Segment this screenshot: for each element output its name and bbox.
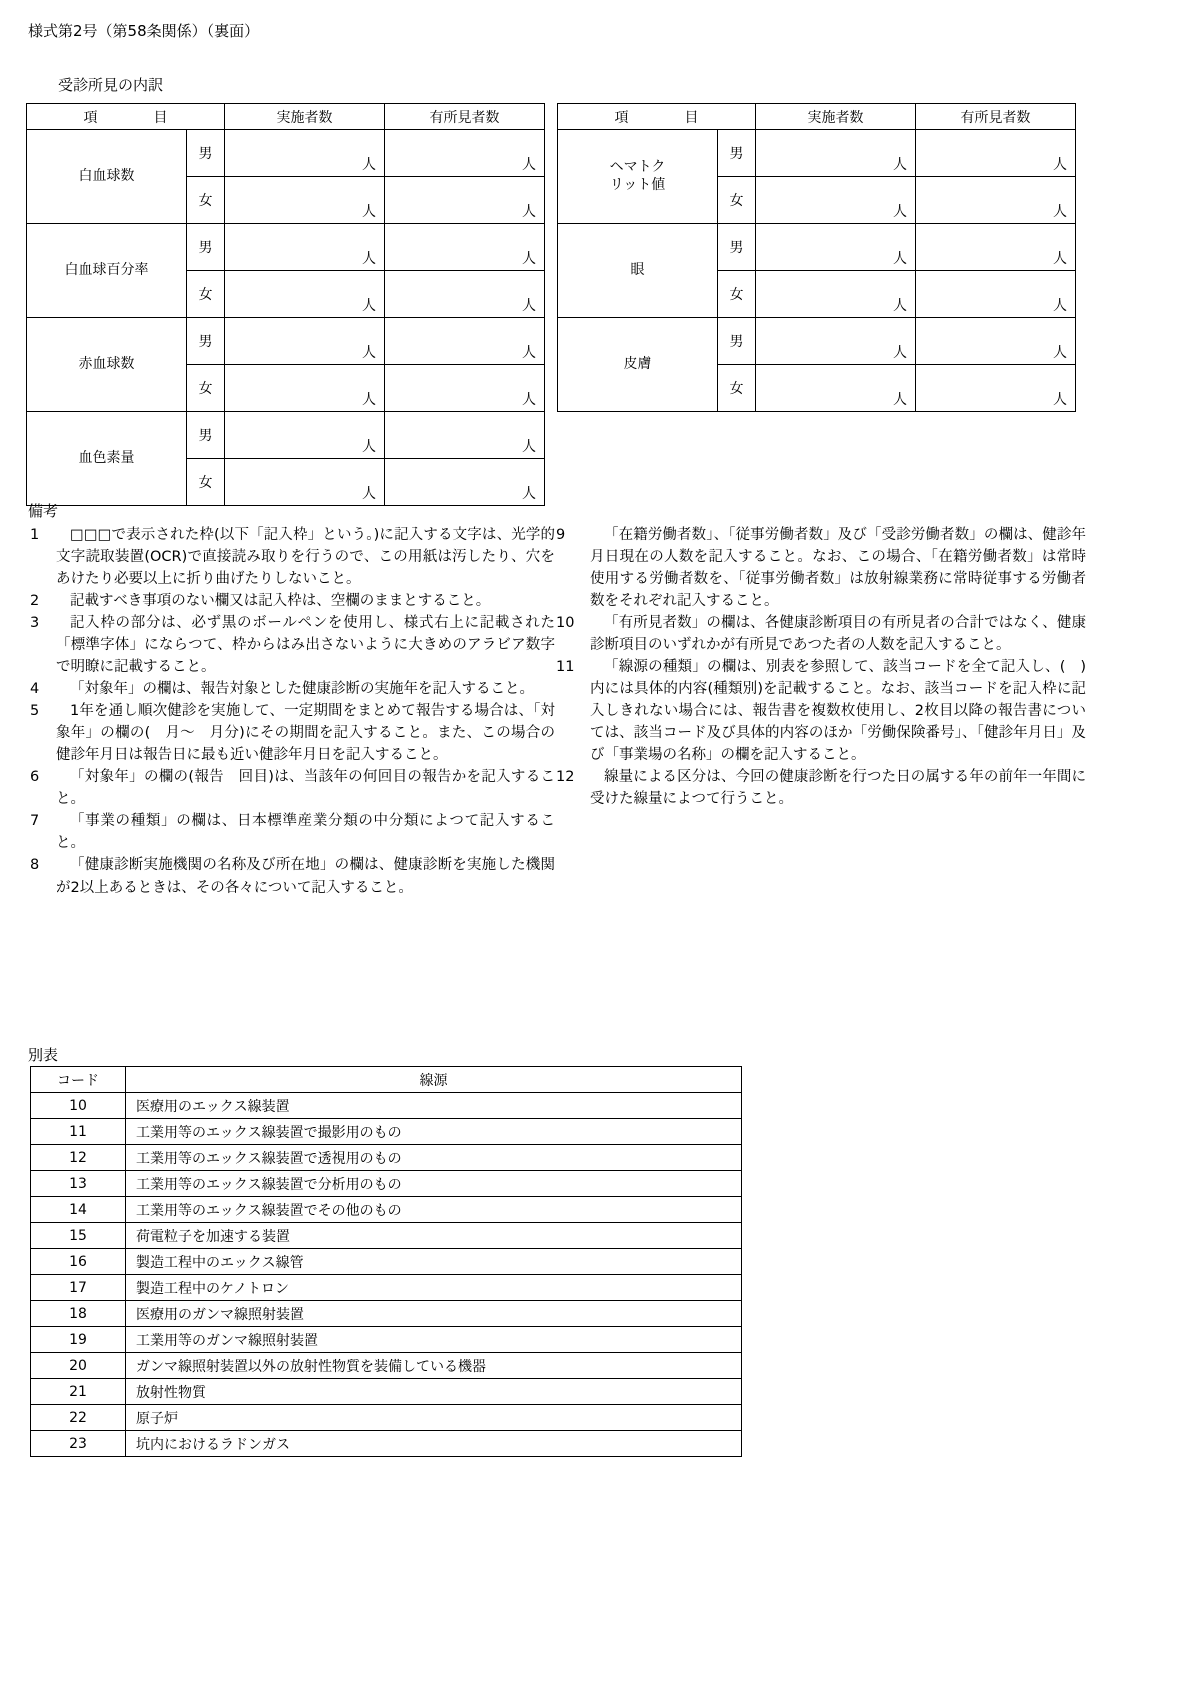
table-row: [31, 1171, 742, 1197]
remark-note: [556, 656, 1086, 766]
findings-abnormal-input-cell[interactable]: [385, 224, 545, 271]
remark-note-text: 線量による区分は、今回の健康診断を行つた日の属する年の前年一年間に受けた線量によつて行うこと。: [590, 769, 1086, 808]
findings-performed-input-cell[interactable]: [756, 130, 916, 177]
remark-note: [556, 612, 1086, 656]
findings-item-name: 皮膚: [558, 318, 718, 412]
findings-sex-label: 女: [718, 365, 756, 412]
findings-table-left: [26, 103, 545, 506]
findings-performed-input-cell[interactable]: [225, 177, 385, 224]
findings-performed-input-cell[interactable]: [225, 224, 385, 271]
table-header-row: [31, 1067, 742, 1093]
remark-note-number: 1: [30, 527, 40, 543]
column-header-item-right: 目: [684, 109, 699, 126]
remark-note-text: 「線源の種類」の欄は、別表を参照して、該当コードを全て記入し、( )内には具体的内容(種類別)を記載すること。なお、該当コードを記入枠に記入しきれない場合には、報告書を複数枚使用し、2枚目以降の報告書については、該当コード及び具体的内容のほか「労働保険番号」、「健診年月日」及び「事業場の名称」の欄を記入すること。: [590, 659, 1086, 764]
findings-tables-area: [0, 103, 1181, 502]
appendix-code: 16: [31, 1249, 126, 1275]
appendix-code: 19: [31, 1327, 126, 1353]
unit-label: 人: [1053, 392, 1067, 408]
findings-section-label: 受診所見の内訳: [58, 76, 164, 94]
unit-label: 人: [522, 439, 536, 455]
unit-label: 人: [893, 204, 907, 220]
appendix-code: 14: [31, 1197, 126, 1223]
remark-note: [30, 590, 555, 612]
findings-performed-input-cell[interactable]: [225, 271, 385, 318]
unit-label: 人: [893, 392, 907, 408]
appendix-source: 工業用等のエックス線装置で透視用のもの: [126, 1145, 742, 1171]
appendix-source: 工業用等のエックス線装置で分析用のもの: [126, 1171, 742, 1197]
findings-performed-input-cell[interactable]: [225, 412, 385, 459]
remark-note-number: 12: [556, 769, 575, 786]
findings-abnormal-input-cell[interactable]: [385, 318, 545, 365]
findings-sex-label: 男: [187, 224, 225, 271]
findings-abnormal-input-cell[interactable]: [916, 271, 1076, 318]
remarks-title: 備考: [28, 502, 59, 520]
findings-sex-label: 女: [718, 271, 756, 318]
table-row: [558, 130, 1076, 177]
remark-note: [30, 810, 555, 854]
appendix-code: 22: [31, 1405, 126, 1431]
findings-abnormal-input-cell[interactable]: [385, 271, 545, 318]
unit-label: 人: [362, 251, 376, 267]
remark-note-number: 6: [30, 769, 40, 786]
findings-sex-label: 女: [187, 271, 225, 318]
table-row: [558, 224, 1076, 271]
findings-performed-input-cell[interactable]: [756, 365, 916, 412]
appendix-source: 坑内におけるラドンガス: [126, 1431, 742, 1457]
appendix-table: [30, 1066, 742, 1457]
table-row: [31, 1301, 742, 1327]
table-row: [31, 1223, 742, 1249]
table-header-row: [27, 104, 545, 130]
unit-label: 人: [522, 298, 536, 314]
table-row: [31, 1145, 742, 1171]
appendix-source: 医療用のガンマ線照射装置: [126, 1301, 742, 1327]
appendix-code: 13: [31, 1171, 126, 1197]
findings-performed-input-cell[interactable]: [756, 271, 916, 318]
column-header-performed: 実施者数: [225, 104, 385, 130]
appendix-code: 11: [31, 1119, 126, 1145]
remark-note-text: 「事業の種類」の欄は、日本標準産業分類の中分類によつて記入すること。: [56, 813, 555, 852]
appendix-code: 12: [31, 1145, 126, 1171]
table-row: [27, 130, 545, 177]
column-header-source: 線源: [126, 1067, 742, 1093]
appendix-source: 医療用のエックス線装置: [126, 1093, 742, 1119]
column-header-code: コード: [31, 1067, 126, 1093]
remark-note-number: 10: [556, 615, 575, 632]
unit-label: 人: [522, 204, 536, 220]
appendix-code: 21: [31, 1379, 126, 1405]
findings-abnormal-input-cell[interactable]: [385, 130, 545, 177]
appendix-source: 製造工程中のケノトロン: [126, 1275, 742, 1301]
remark-note: [556, 524, 1086, 612]
findings-sex-label: 男: [187, 412, 225, 459]
unit-label: 人: [1053, 298, 1067, 314]
unit-label: 人: [362, 392, 376, 408]
table-row: [558, 318, 1076, 365]
remark-note: [30, 678, 555, 700]
appendix-source: 製造工程中のエックス線管: [126, 1249, 742, 1275]
findings-item-name: 白血球百分率: [27, 224, 187, 318]
table-row: [27, 412, 545, 459]
table-row: [31, 1249, 742, 1275]
remark-note-number: 2: [30, 593, 40, 610]
unit-label: 人: [522, 157, 536, 173]
table-row: [31, 1093, 742, 1119]
findings-sex-label: 女: [187, 365, 225, 412]
unit-label: 人: [893, 298, 907, 314]
remark-note-number: 9: [556, 527, 566, 543]
remark-note-text: 「有所見者数」の欄は、各健康診断項目の有所見者の合計ではなく、健康診断項目のいずれかが有所見であつた者の人数を記入すること。: [590, 615, 1086, 654]
findings-right-body: [558, 130, 1076, 412]
remark-note-text: 「在籍労働者数」、「従事労働者数」及び「受診労働者数」の欄は、健診年月日現在の人数を記入すること。なお、この場合、「在籍労働者数」は常時使用する労働者数を、「従事労働者数」は放射線業務に常時従事する労働者数をそれぞれ記入すること。: [590, 527, 1086, 610]
unit-label: 人: [893, 345, 907, 361]
appendix-code: 18: [31, 1301, 126, 1327]
appendix-source: ガンマ線照射装置以外の放射性物質を装備している機器: [126, 1353, 742, 1379]
findings-left-body: [27, 130, 545, 506]
remark-note-text: □□□で表示された枠(以下「記入枠」という。)に記入する文字は、光学的文字読取装置(OCR)で直接読み取りを行うので、この用紙は汚したり、穴をあけたり必要以上に折り曲げたりしないこと。: [56, 527, 555, 588]
findings-abnormal-input-cell[interactable]: [385, 459, 545, 506]
table-row: [31, 1405, 742, 1431]
findings-performed-input-cell[interactable]: [756, 224, 916, 271]
appendix-code: 20: [31, 1353, 126, 1379]
findings-abnormal-input-cell[interactable]: [916, 224, 1076, 271]
column-header-item-left: 項: [83, 109, 98, 126]
findings-performed-input-cell[interactable]: [225, 130, 385, 177]
unit-label: 人: [522, 345, 536, 361]
unit-label: 人: [522, 486, 536, 502]
findings-abnormal-input-cell[interactable]: [916, 318, 1076, 365]
findings-abnormal-input-cell[interactable]: [916, 130, 1076, 177]
remark-note: [30, 766, 555, 810]
table-row: [31, 1431, 742, 1457]
remark-note-number: 3: [30, 615, 40, 632]
column-header-abnormal: 有所見者数: [916, 104, 1076, 130]
findings-performed-input-cell[interactable]: [225, 459, 385, 506]
unit-label: 人: [362, 204, 376, 220]
appendix-source: 工業用等のエックス線装置で撮影用のもの: [126, 1119, 742, 1145]
table-row: [27, 224, 545, 271]
remark-note-text: 記載すべき事項のない欄又は記入枠は、空欄のままとすること。: [70, 593, 491, 610]
appendix-source: 原子炉: [126, 1405, 742, 1431]
remark-note-number: 8: [30, 857, 40, 874]
remark-note-text: 記入枠の部分は、必ず黒のボールペンを使用し、様式右上に記載された「標準字体」にならつて、枠からはみ出さないように大きめのアラビア数字で明瞭に記載すること。: [56, 615, 555, 676]
remark-note-text: 「対象年」の欄は、報告対象とした健康診断の実施年を記入すること。: [70, 681, 534, 698]
remarks-notes-left: [30, 524, 555, 899]
table-row: [31, 1275, 742, 1301]
appendix-source: 工業用等のガンマ線照射装置: [126, 1327, 742, 1353]
column-header-abnormal: 有所見者数: [385, 104, 545, 130]
appendix-source: 放射性物質: [126, 1379, 742, 1405]
unit-label: 人: [522, 251, 536, 267]
remark-note-text: 「健康診断実施機関の名称及び所在地」の欄は、健康診断を実施した機関が2以上あるときは、その各々について記入すること。: [56, 857, 555, 896]
appendix-code: 17: [31, 1275, 126, 1301]
appendix-source: 荷電粒子を加速する装置: [126, 1223, 742, 1249]
unit-label: 人: [362, 486, 376, 502]
findings-sex-label: 男: [718, 224, 756, 271]
remark-note: [556, 766, 1086, 810]
findings-sex-label: 女: [187, 177, 225, 224]
remark-note-text: 「対象年」の欄の(報告 回目)は、当該年の何回目の報告かを記入すること。: [56, 769, 555, 808]
findings-performed-input-cell[interactable]: [225, 318, 385, 365]
findings-performed-input-cell[interactable]: [756, 318, 916, 365]
remark-note-text: 1年を通し順次健診を実施して、一定期間をまとめて報告する場合は、「対象年」の欄の( 月〜 月分)にその期間を記入すること。また、この場合の健診年月日は報告日に最も近い健診年月日を記入すること。: [56, 703, 555, 764]
column-header-item: [558, 104, 756, 130]
appendix-code: 15: [31, 1223, 126, 1249]
appendix-title: 別表: [28, 1046, 59, 1064]
unit-label: 人: [362, 439, 376, 455]
findings-sex-label: 男: [718, 130, 756, 177]
unit-label: 人: [362, 157, 376, 173]
findings-table-right: [557, 103, 1076, 412]
form-number: 様式第2号（第58条関係）（裏面）: [28, 22, 260, 40]
findings-sex-label: 男: [718, 318, 756, 365]
unit-label: 人: [1053, 157, 1067, 173]
table-row: [31, 1119, 742, 1145]
findings-item-name: 白血球数: [27, 130, 187, 224]
unit-label: 人: [893, 157, 907, 173]
unit-label: 人: [1053, 345, 1067, 361]
column-header-item-right: 目: [153, 109, 168, 126]
remark-note: [30, 854, 555, 898]
table-row: [31, 1379, 742, 1405]
appendix-code: 23: [31, 1431, 126, 1457]
unit-label: 人: [362, 298, 376, 314]
table-row: [31, 1353, 742, 1379]
findings-performed-input-cell[interactable]: [225, 365, 385, 412]
remark-note-number: 11: [556, 659, 575, 676]
appendix-source: 工業用等のエックス線装置でその他のもの: [126, 1197, 742, 1223]
findings-abnormal-input-cell[interactable]: [916, 177, 1076, 224]
findings-abnormal-input-cell[interactable]: [385, 412, 545, 459]
findings-item-name: 赤血球数: [27, 318, 187, 412]
unit-label: 人: [893, 251, 907, 267]
table-header-row: [558, 104, 1076, 130]
findings-sex-label: 女: [718, 177, 756, 224]
unit-label: 人: [1053, 251, 1067, 267]
unit-label: 人: [1053, 204, 1067, 220]
remark-note: [30, 700, 555, 766]
remark-note: [30, 612, 555, 678]
findings-abnormal-input-cell[interactable]: [385, 365, 545, 412]
unit-label: 人: [522, 392, 536, 408]
column-header-performed: 実施者数: [756, 104, 916, 130]
findings-sex-label: 男: [187, 318, 225, 365]
table-row: [31, 1197, 742, 1223]
table-row: [27, 318, 545, 365]
table-row: [31, 1327, 742, 1353]
appendix-body: [31, 1093, 742, 1457]
column-header-item-left: 項: [614, 109, 629, 126]
findings-sex-label: 女: [187, 459, 225, 506]
findings-item-name: ヘマトク リット値: [558, 130, 718, 224]
findings-sex-label: 男: [187, 130, 225, 177]
remark-note-number: 7: [30, 813, 40, 830]
remark-note-number: 4: [30, 681, 40, 698]
findings-performed-input-cell[interactable]: [756, 177, 916, 224]
findings-item-name: 眼: [558, 224, 718, 318]
appendix-code: 10: [31, 1093, 126, 1119]
findings-abnormal-input-cell[interactable]: [916, 365, 1076, 412]
findings-item-name: 血色素量: [27, 412, 187, 506]
unit-label: 人: [362, 345, 376, 361]
column-header-item: [27, 104, 225, 130]
remarks-notes-right: [556, 524, 1086, 810]
remark-note-number: 5: [30, 703, 40, 720]
remark-note: [30, 524, 555, 590]
findings-abnormal-input-cell[interactable]: [385, 177, 545, 224]
